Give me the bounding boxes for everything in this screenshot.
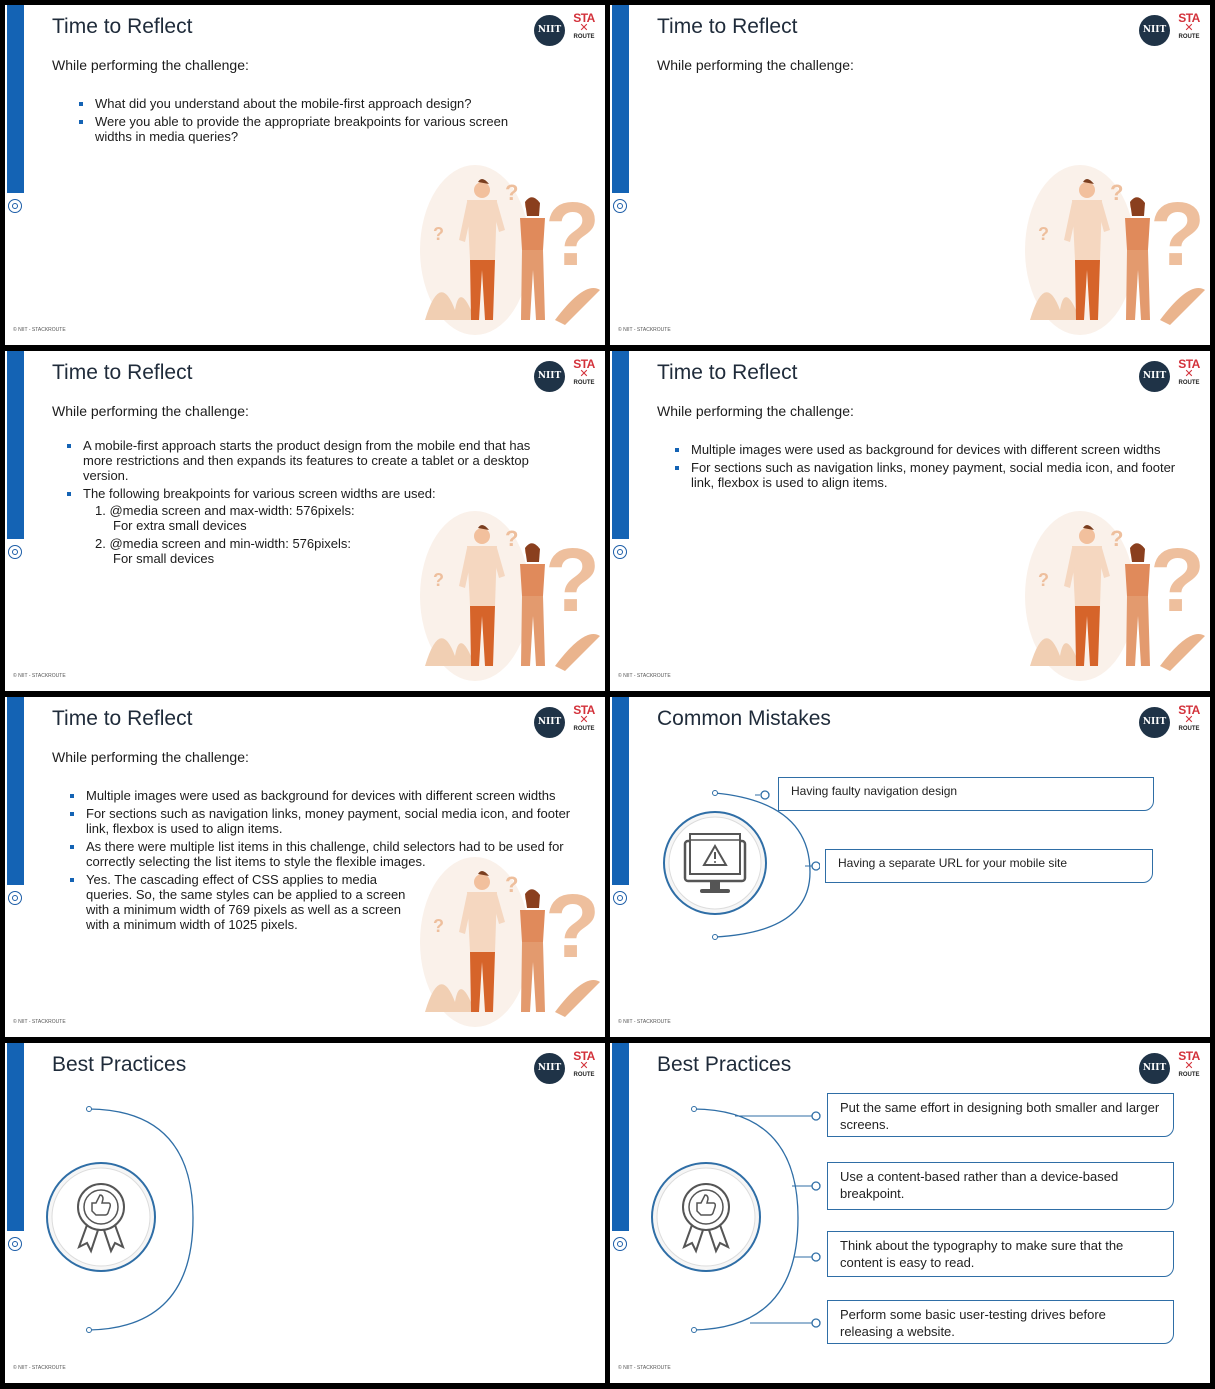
slide-4[interactable] [610,351,1210,691]
award-badge-icon [650,1161,762,1273]
nav-ring-icon [613,1237,627,1251]
svg-text:?: ? [433,916,444,936]
footer: © NIIT - STACKROUTE [618,327,671,333]
slide-subtitle: While performing the challenge: [657,403,854,419]
practice-item: Use a content-based rather than a device-based breakpoint. [827,1162,1174,1210]
bullet-item: What did you understand about the mobile-first approach design? [76,96,546,111]
slide-6[interactable] [610,697,1210,1037]
slide-subtitle: While performing the challenge: [657,57,854,73]
footer: © NIIT - STACKROUTE [618,673,671,679]
nav-ring-icon [8,891,22,905]
footer: © NIIT - STACKROUTE [13,1019,66,1025]
svg-text:?: ? [1038,224,1049,244]
svg-text:?: ? [505,526,519,551]
bullet-list [76,96,546,147]
slide-title: Best Practices [657,1053,792,1076]
slide-3[interactable] [5,351,605,691]
bullet-item: Were you able to provide the appropriate breakpoints for various screen widths in media queries? [76,114,546,144]
nav-ring-icon [613,545,627,559]
nav-ring-icon [8,1237,22,1251]
footer: © NIIT - STACKROUTE [618,1019,671,1025]
slide-subtitle: While performing the challenge: [52,57,249,73]
bullet-item: Multiple images were used as background for devices with different screen widths [67,788,592,803]
svg-text:?: ? [1110,180,1124,205]
slide-title: Time to Reflect [52,361,193,384]
bullet-item: A mobile-first approach starts the product design from the mobile end that has more restrictions and then expands its features to create a tablet or a desktop version. [64,438,534,483]
niit-logo: NIIT [1139,1053,1170,1084]
slide-1[interactable] [5,5,605,345]
slide-subtitle: While performing the challenge: [52,403,249,419]
svg-text:?: ? [1038,570,1049,590]
reflect-illustration [415,160,605,335]
footer: © NIIT - STACKROUTE [618,1365,671,1371]
reflect-illustration [1020,160,1210,335]
bullet-list [64,438,534,569]
accent-bar [7,351,24,539]
bullet-item: Multiple images were used as background for devices with different screen widths [672,442,1192,457]
accent-bar [612,351,629,539]
stackroute-logo: STA ✕ ROUTE [573,703,595,732]
practice-item: Think about the typography to make sure that the content is easy to read. [827,1231,1174,1277]
numbered-item: 1. @media screen and max-width: 576pixels: For extra small devices [95,503,355,533]
slide-2[interactable] [610,5,1210,345]
stackroute-logo: STA ✕ ROUTE [1178,357,1200,386]
bullet-item: The following breakpoints for various screen widths are used: 1. @media screen and max-width: 576pixels: For extra small devices 2. @media screen and min-width: 576pixels: For small devices [64,486,534,566]
slide-8[interactable] [610,1043,1210,1383]
nav-ring-icon [613,891,627,905]
niit-logo: NIIT [1139,707,1170,738]
stackroute-logo: STA ✕ ROUTE [573,357,595,386]
warning-monitor-icon [662,810,768,916]
footer: © NIIT - STACKROUTE [13,327,66,333]
slide-7[interactable] [5,1043,605,1383]
niit-logo: NIIT [534,707,565,738]
slide-5[interactable] [5,697,605,1037]
stackroute-logo: STA ✕ ROUTE [1178,1049,1200,1078]
svg-text:?: ? [433,224,444,244]
reflect-illustration [1020,506,1210,681]
svg-text:?: ? [1110,526,1124,551]
nav-ring-icon [613,199,627,213]
slide-title: Time to Reflect [52,707,193,730]
bullet-item: As there were multiple list items in this challenge, child selectors had to be used for correctly selecting the list items to style the flexible images. [67,839,592,869]
svg-text:?: ? [433,570,444,590]
svg-text:?: ? [505,180,519,205]
slide-title: Time to Reflect [657,361,798,384]
svg-text:?: ? [505,872,519,897]
bullet-list [672,442,1192,493]
mistake-item: Having a separate URL for your mobile site [825,849,1153,883]
svg-text:?: ? [545,531,600,631]
accent-bar [612,697,629,885]
slide-title: Time to Reflect [657,15,798,38]
niit-logo: NIIT [1139,361,1170,392]
accent-bar [7,5,24,193]
accent-bar [612,1043,629,1231]
niit-logo: NIIT [534,361,565,392]
footer: © NIIT - STACKROUTE [13,1365,66,1371]
award-badge-icon [45,1161,157,1273]
nav-ring-icon [8,545,22,559]
practice-item: Perform some basic user-testing drives before releasing a website. [827,1300,1174,1344]
svg-text:?: ? [545,877,600,977]
bullet-item: For sections such as navigation links, money payment, social media icon, and footer link, flexbox is used to align items. [672,460,1192,490]
svg-text:?: ? [545,185,600,285]
stackroute-logo: STA ✕ ROUTE [573,1049,595,1078]
svg-text:?: ? [1150,185,1205,285]
numbered-list [83,503,534,566]
numbered-item: 2. @media screen and min-width: 576pixels: For small devices [95,536,351,566]
bullet-item: Yes. The cascading effect of CSS applies to media queries. So, the same styles can be applied to a screen with a minimum width of 769 pixels as well as a screen with a minimum width of 1025 pixels. [67,872,406,932]
accent-bar [7,1043,24,1231]
slide-title: Best Practices [52,1053,187,1076]
accent-bar [612,5,629,193]
niit-logo: NIIT [534,15,565,46]
slide-title: Time to Reflect [52,15,193,38]
svg-text:?: ? [1150,531,1205,631]
niit-logo: NIIT [534,1053,565,1084]
mistake-item: Having faulty navigation design [778,777,1154,811]
niit-logo: NIIT [1139,15,1170,46]
nav-ring-icon [8,199,22,213]
stackroute-logo: STA ✕ ROUTE [1178,11,1200,40]
accent-bar [7,697,24,885]
slide-subtitle: While performing the challenge: [52,749,249,765]
stackroute-logo: STA ✕ ROUTE [1178,703,1200,732]
bullet-item: For sections such as navigation links, money payment, social media icon, and footer link, flexbox is used to align items. [67,806,592,836]
practice-item: Put the same effort in designing both smaller and larger screens. [827,1093,1174,1137]
footer: © NIIT - STACKROUTE [13,673,66,679]
bullet-list [67,788,592,935]
slide-title: Common Mistakes [657,707,831,730]
stackroute-logo: STA ✕ ROUTE [573,11,595,40]
